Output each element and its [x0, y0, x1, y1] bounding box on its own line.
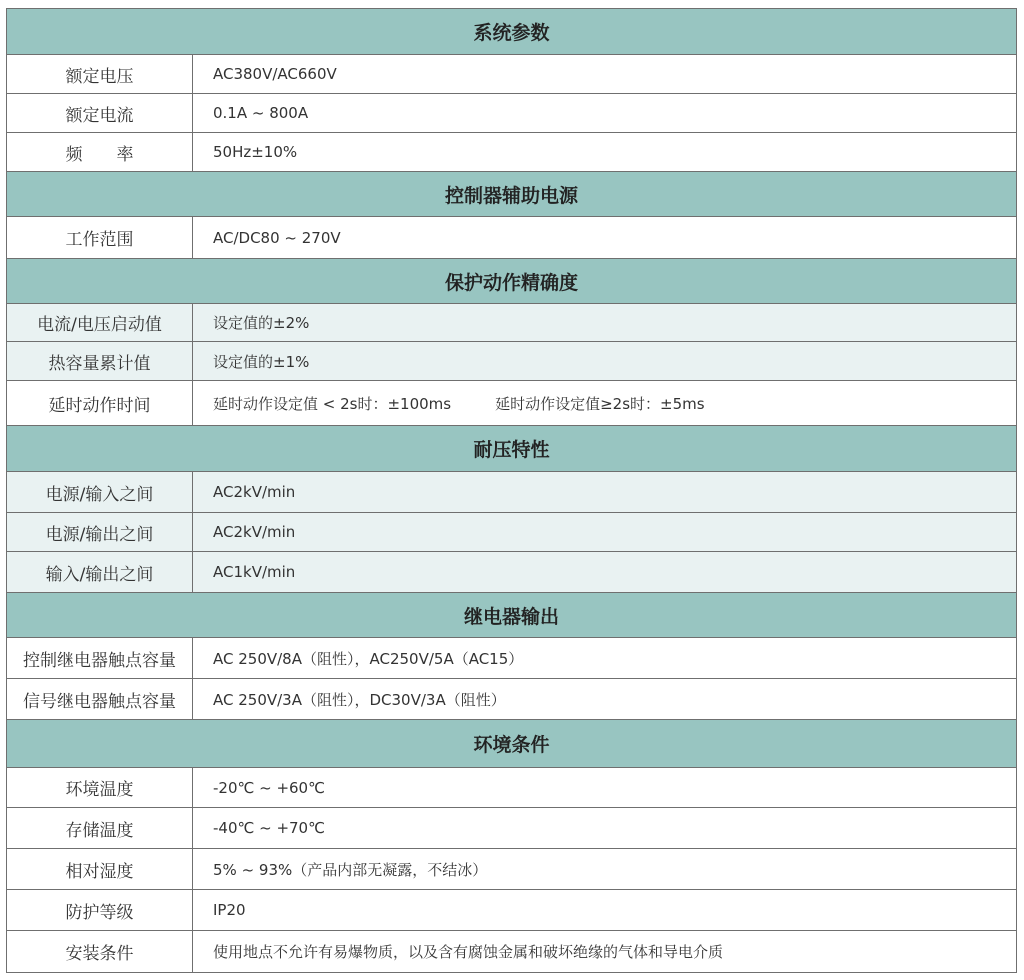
row-value: AC2kV/min — [193, 472, 1017, 513]
table-row — [7, 931, 1017, 973]
row-label: 安装条件 — [7, 931, 193, 973]
row-label: 额定电压 — [7, 55, 193, 94]
row-value: AC/DC80 ~ 270V — [193, 217, 1017, 259]
table-row — [7, 679, 1017, 720]
delay-long-value: 延时动作设定值≥2s时：±5ms — [495, 394, 705, 413]
section-header-system-params — [7, 9, 1017, 55]
table-row — [7, 55, 1017, 94]
table-row — [7, 890, 1017, 931]
section-title: 保护动作精确度 — [7, 259, 1017, 304]
row-value: AC 250V/8A（阻性），AC250V/5A（AC15） — [193, 638, 1017, 679]
table-row — [7, 342, 1017, 381]
row-value — [193, 381, 1017, 426]
table-row — [7, 513, 1017, 552]
row-label: 延时动作时间 — [7, 381, 193, 426]
row-label: 频 率 — [7, 133, 193, 172]
table-row — [7, 133, 1017, 172]
section-header-protection-accuracy — [7, 259, 1017, 304]
table-row — [7, 638, 1017, 679]
row-label: 存储温度 — [7, 808, 193, 849]
row-label: 热容量累计值 — [7, 342, 193, 381]
row-label: 防护等级 — [7, 890, 193, 931]
row-value: 设定值的±2% — [193, 304, 1017, 342]
row-label: 输入/输出之间 — [7, 552, 193, 593]
row-value: 设定值的±1% — [193, 342, 1017, 381]
delay-short-value: 延时动作设定值 < 2s时：±100ms — [213, 394, 452, 413]
row-value: 使用地点不允许有易爆物质，以及含有腐蚀金属和破坏绝缘的气体和导电介质 — [193, 931, 1017, 973]
spec-table — [6, 8, 1017, 973]
row-label: 电流/电压启动值 — [7, 304, 193, 342]
row-value: IP20 — [193, 890, 1017, 931]
row-value: 5% ~ 93%（产品内部无凝露，不结冰） — [193, 849, 1017, 890]
table-row — [7, 381, 1017, 426]
section-title: 环境条件 — [7, 720, 1017, 768]
section-header-aux-power — [7, 172, 1017, 217]
row-label: 电源/输出之间 — [7, 513, 193, 552]
row-label: 额定电流 — [7, 94, 193, 133]
row-label: 环境温度 — [7, 768, 193, 808]
section-header-withstand-voltage — [7, 426, 1017, 472]
row-value: -40℃ ~ +70℃ — [193, 808, 1017, 849]
section-title: 继电器输出 — [7, 593, 1017, 638]
row-label: 电源/输入之间 — [7, 472, 193, 513]
table-row — [7, 217, 1017, 259]
table-row — [7, 552, 1017, 593]
row-label: 控制继电器触点容量 — [7, 638, 193, 679]
table-row — [7, 304, 1017, 342]
row-label: 信号继电器触点容量 — [7, 679, 193, 720]
row-value: AC1kV/min — [193, 552, 1017, 593]
section-title: 控制器辅助电源 — [7, 172, 1017, 217]
table-row — [7, 849, 1017, 890]
table-row — [7, 472, 1017, 513]
table-row — [7, 808, 1017, 849]
row-value: AC 250V/3A（阻性），DC30V/3A（阻性） — [193, 679, 1017, 720]
row-value: 0.1A ~ 800A — [193, 94, 1017, 133]
row-value: AC2kV/min — [193, 513, 1017, 552]
row-label: 工作范围 — [7, 217, 193, 259]
section-header-relay-output — [7, 593, 1017, 638]
section-title: 耐压特性 — [7, 426, 1017, 472]
table-row — [7, 768, 1017, 808]
section-header-environment — [7, 720, 1017, 768]
row-value: -20℃ ~ +60℃ — [193, 768, 1017, 808]
section-title: 系统参数 — [7, 9, 1017, 55]
table-row — [7, 94, 1017, 133]
row-value: AC380V/AC660V — [193, 55, 1017, 94]
row-label: 相对湿度 — [7, 849, 193, 890]
row-value: 50Hz±10% — [193, 133, 1017, 172]
